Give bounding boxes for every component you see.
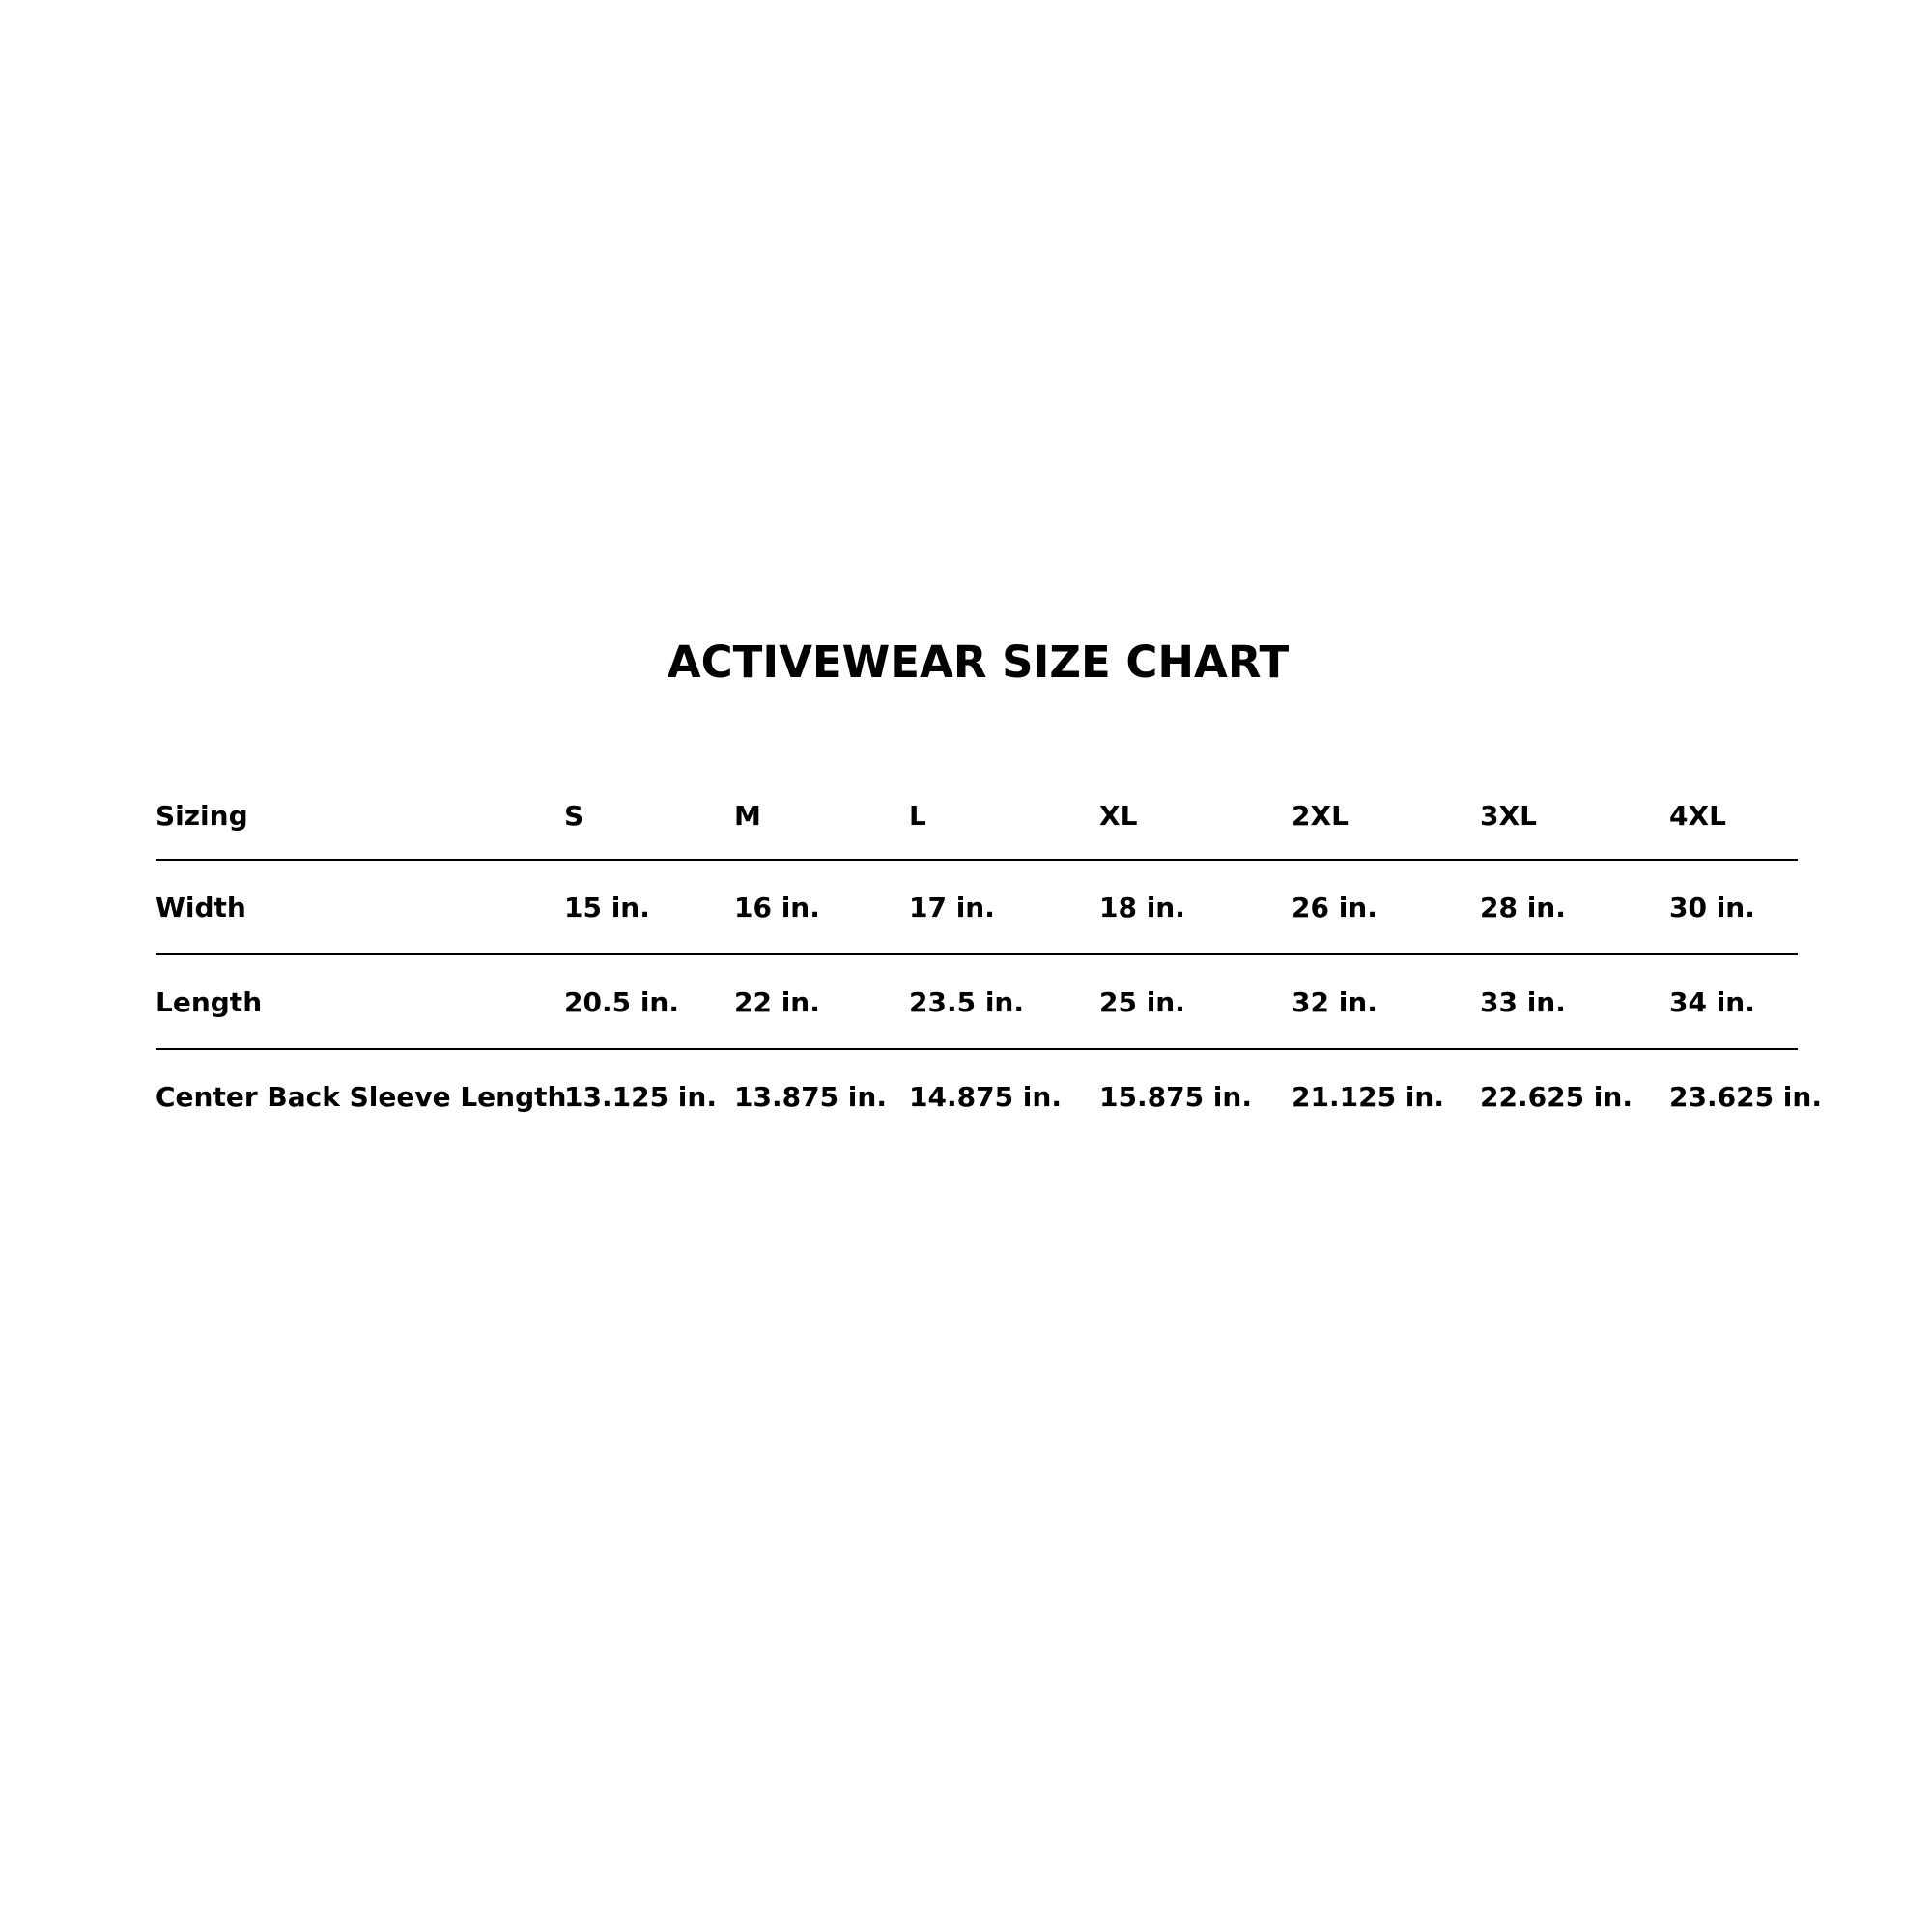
table-cell: 17 in.	[909, 860, 1099, 954]
table-cell: 18 in.	[1099, 860, 1292, 954]
table-cell: 33 in.	[1480, 954, 1669, 1049]
table-cell: 25 in.	[1099, 954, 1292, 1049]
header-cell-sizing: Sizing	[156, 773, 564, 860]
table-cell: 14.875 in.	[909, 1081, 1062, 1113]
table-cell: 22.625 in.	[1480, 1081, 1633, 1113]
table-header-row	[156, 773, 1798, 860]
table-cell: 28 in.	[1480, 860, 1669, 954]
page-title: ACTIVEWEAR SIZE CHART	[667, 637, 1290, 688]
table-cell: 22 in.	[734, 954, 909, 1049]
table-cell: 21.125 in.	[1292, 1081, 1444, 1113]
table-row-width	[156, 860, 1798, 954]
table-cell: 16 in.	[734, 860, 909, 954]
table-cell: 23.5 in.	[909, 954, 1099, 1049]
header-cell-4xl: 4XL	[1669, 773, 1798, 860]
table-cell: 13.875 in.	[734, 1081, 887, 1113]
header-cell-l: L	[909, 773, 1099, 860]
header-cell-2xl: 2XL	[1292, 773, 1480, 860]
table-row-center-back-sleeve-length	[156, 1049, 1798, 1144]
header-cell-m: M	[734, 773, 909, 860]
row-label: Center Back Sleeve Length	[156, 1081, 567, 1113]
table-cell: 20.5 in.	[564, 954, 734, 1049]
table-cell: 32 in.	[1292, 954, 1480, 1049]
header-cell-xl: XL	[1099, 773, 1292, 860]
row-label: Width	[156, 860, 564, 954]
table-cell: 26 in.	[1292, 860, 1480, 954]
table-row-length	[156, 954, 1798, 1049]
row-label: Length	[156, 954, 564, 1049]
header-cell-3xl: 3XL	[1480, 773, 1669, 860]
table-cell: 15.875 in.	[1099, 1081, 1252, 1113]
size-chart-table	[156, 773, 1822, 1144]
table-cell: 15 in.	[564, 860, 734, 954]
table-cell: 30 in.	[1669, 860, 1798, 954]
header-cell-s: S	[564, 773, 734, 860]
table-cell: 34 in.	[1669, 954, 1798, 1049]
table-cell: 13.125 in.	[564, 1081, 717, 1113]
table-cell: 23.625 in.	[1669, 1081, 1822, 1113]
